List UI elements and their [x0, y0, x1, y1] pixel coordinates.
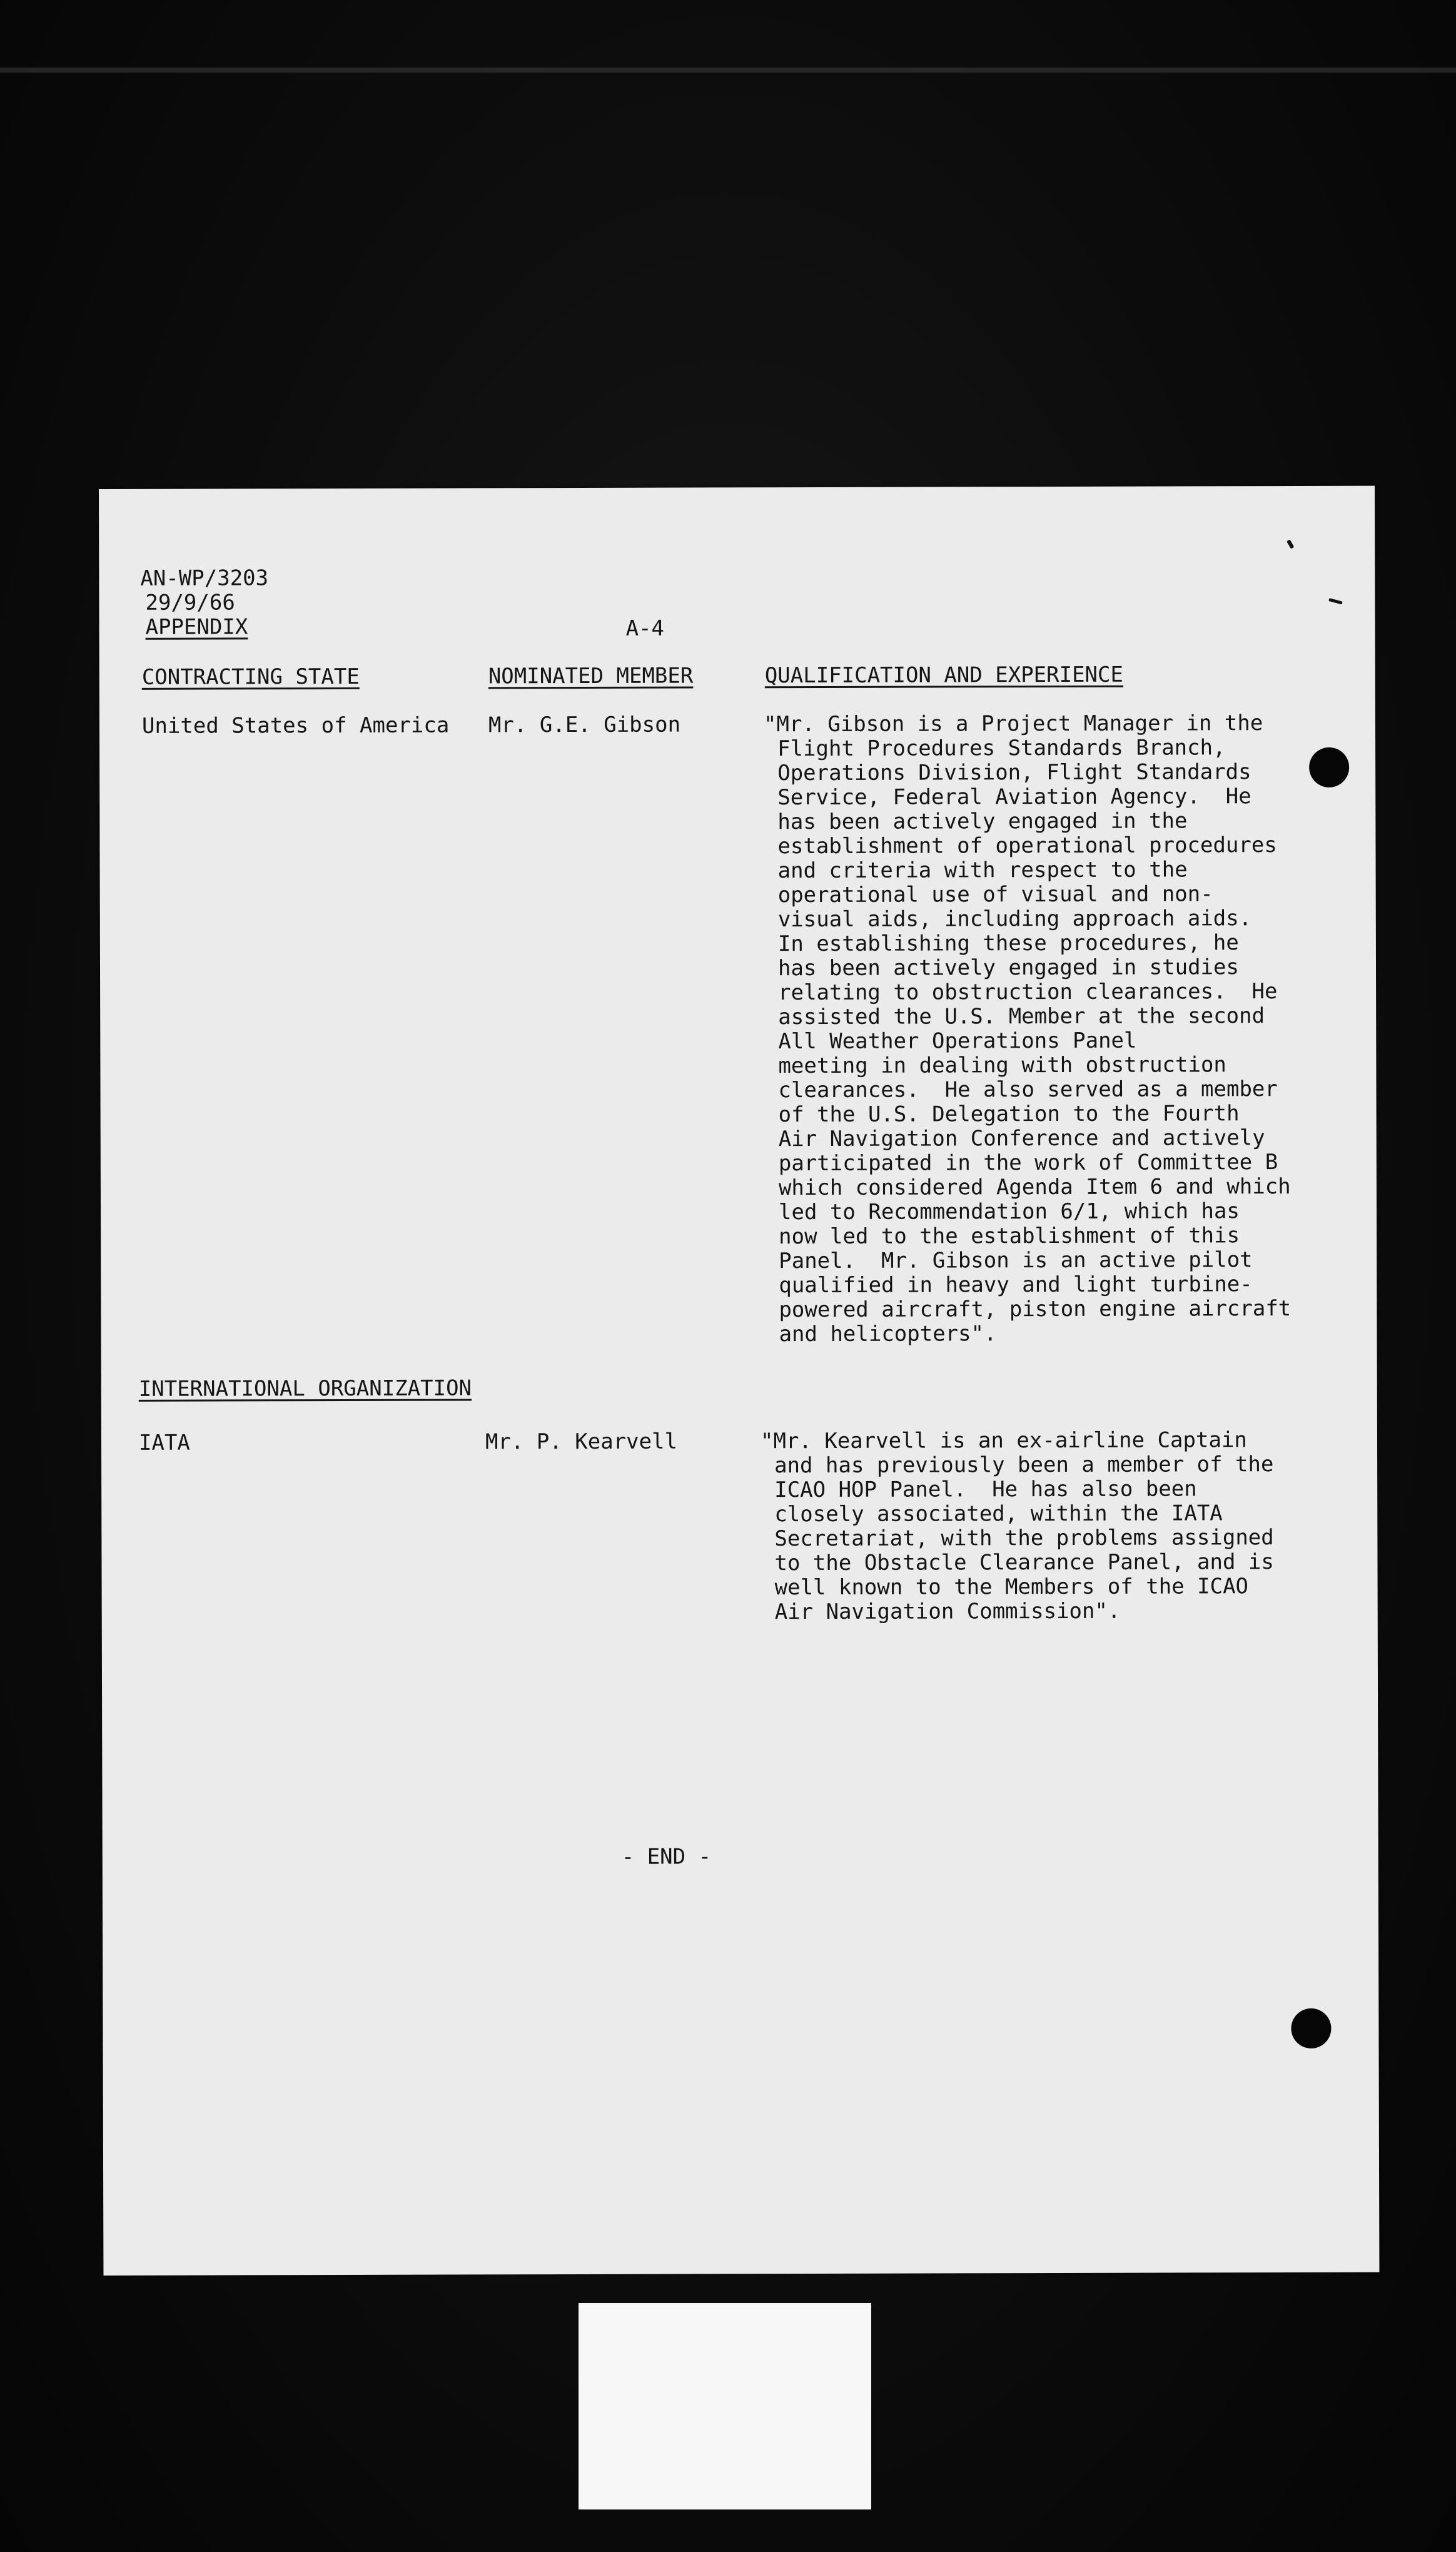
blank-card — [579, 2303, 871, 2509]
section-heading-international-organization: INTERNATIONAL ORGANIZATION — [138, 1375, 472, 1402]
qualification-line: and has previously been a member of the — [774, 1452, 1274, 1479]
qualification-line: Operations Division, Flight Standards — [777, 759, 1251, 786]
qualification-line: ICAO HOP Panel. He has also been — [774, 1476, 1197, 1503]
org-entry-qualification — [760, 1427, 1274, 1625]
scan-speck — [1287, 539, 1294, 549]
column-header-nominated-member: NOMINATED MEMBER — [488, 663, 694, 689]
qualification-line: "Mr. Gibson is a Project Manager in the — [763, 711, 1263, 737]
doc-reference: AN-WP/3203 — [140, 565, 269, 591]
qualification-line: which considered Agenda Item 6 and which — [778, 1174, 1291, 1201]
film-edge — [0, 68, 1456, 73]
qualification-line: of the U.S. Delegation to the Fourth — [778, 1101, 1240, 1128]
qualification-line: now led to the establishment of this — [779, 1223, 1240, 1250]
page-number: A-4 — [625, 615, 665, 641]
qualification-line: powered aircraft, piston engine aircraft — [779, 1296, 1292, 1323]
doc-date: 29/9/66 — [145, 590, 235, 615]
qualification-line: establishment of operational procedures — [777, 833, 1277, 859]
qualification-line: Air Navigation Commission". — [774, 1598, 1121, 1625]
qualification-line: visual aids, including approach aids. — [777, 906, 1252, 933]
qualification-line: clearances. He also served as a member — [778, 1076, 1278, 1103]
qualification-line: operational use of visual and non- — [777, 881, 1213, 908]
entry-qualification — [763, 711, 1292, 1347]
org-entry-member: Mr. P. Kearvell — [485, 1429, 678, 1455]
punch-hole-bottom — [1291, 2008, 1331, 2048]
qualification-line: Panel. Mr. Gibson is an active pilot — [779, 1247, 1253, 1274]
scan-speck — [1328, 598, 1343, 604]
column-header-contracting-state: CONTRACTING STATE — [141, 664, 360, 690]
entry-member: Mr. G.E. Gibson — [488, 712, 681, 738]
qualification-line: led to Recommendation 6/1, which has — [778, 1198, 1240, 1225]
qualification-line: meeting in dealing with obstruction — [778, 1052, 1226, 1079]
qualification-line: to the Obstacle Clearance Panel, and is — [774, 1549, 1274, 1576]
qualification-line: Service, Federal Aviation Agency. He — [777, 784, 1251, 811]
qualification-line: and helicopters". — [779, 1321, 997, 1347]
qualification-line: Air Navigation Conference and actively — [778, 1125, 1265, 1152]
punch-hole-top — [1309, 747, 1349, 787]
entry-state: United States of America — [141, 712, 450, 739]
qualification-line: Flight Procedures Standards Branch, — [777, 735, 1226, 762]
qualification-line: "Mr. Kearvell is an ex-airline Captain — [760, 1427, 1247, 1454]
qualification-line: In establishing these procedures, he — [777, 930, 1239, 957]
appendix-label: APPENDIX — [145, 614, 248, 640]
end-marker: - END - — [621, 1844, 712, 1870]
qualification-line: well known to the Members of the ICAO — [774, 1574, 1249, 1601]
qualification-line: participated in the work of Committee B — [778, 1150, 1278, 1177]
org-entry-state: IATA — [138, 1430, 190, 1456]
qualification-line: Secretariat, with the problems assigned — [774, 1525, 1274, 1552]
qualification-line: qualified in heavy and light turbine- — [779, 1272, 1253, 1299]
qualification-line: has been actively engaged in studies — [777, 954, 1239, 981]
column-header-qualification: QUALIFICATION AND EXPERIENCE — [764, 662, 1123, 689]
qualification-line: closely associated, within the IATA — [774, 1501, 1223, 1527]
qualification-line: relating to obstruction clearances. He — [778, 979, 1278, 1006]
document-page — [99, 486, 1379, 2276]
qualification-line: has been actively engaged in the — [777, 808, 1188, 835]
qualification-line: All Weather Operations Panel — [778, 1028, 1137, 1055]
qualification-line: assisted the U.S. Member at the second — [778, 1003, 1265, 1030]
qualification-line: and criteria with respect to the — [777, 857, 1188, 884]
